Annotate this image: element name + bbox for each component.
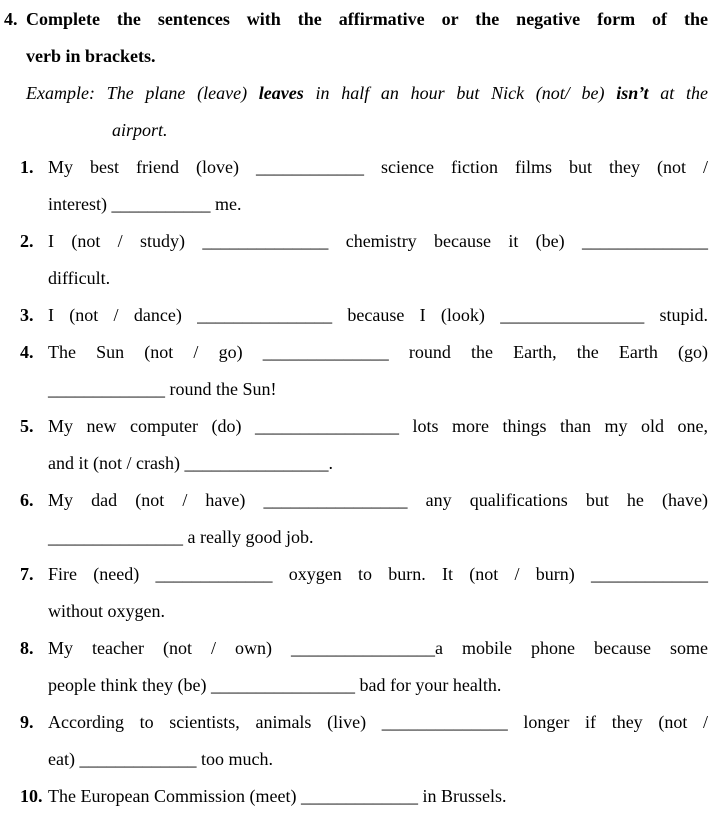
answer-blank[interactable]: _____________ <box>300 786 418 806</box>
answer-blank[interactable]: ________________ <box>291 638 436 658</box>
text-line <box>48 334 708 371</box>
answer-blank[interactable]: ______________ <box>582 231 708 251</box>
answer-blank[interactable]: _____________ <box>48 379 165 399</box>
answer-blank[interactable]: ___________ <box>111 194 211 214</box>
example-sentence <box>26 75 708 149</box>
exercise-item <box>20 482 708 556</box>
item-number: 1. <box>20 157 34 177</box>
sentence-text: The Sun (not / go) <box>48 342 263 362</box>
text-line <box>48 186 708 223</box>
text-line <box>26 75 708 112</box>
answer-blank[interactable]: _______________ <box>48 527 183 547</box>
sentence-text: in half an hour but Nick (not/ be) <box>303 83 617 103</box>
exercise-item <box>20 223 708 297</box>
item-number: 8. <box>20 638 34 658</box>
item-number: 7. <box>20 564 34 584</box>
item-number: 5. <box>20 416 34 436</box>
exercise-item <box>20 149 708 223</box>
sentence-text: a really good job. <box>183 527 314 547</box>
exercise-list <box>20 149 708 815</box>
exercise-item <box>20 778 708 815</box>
sentence-text: people think they (be) <box>48 675 211 695</box>
sentence-text: bad for your health. <box>354 675 502 695</box>
answer-blank[interactable]: ________________ <box>500 305 645 325</box>
text-line <box>48 445 708 482</box>
item-number: 2. <box>20 231 34 251</box>
sentence-text: without oxygen. <box>48 601 165 621</box>
sentence-text: at the <box>648 83 708 103</box>
sentence-text: eat) <box>48 749 80 769</box>
item-number: 9. <box>20 712 34 732</box>
heading-line: Complete the sentences with the affirmative or the negative form of the <box>26 9 708 29</box>
answer-blank[interactable]: ________________ <box>184 453 329 473</box>
item-number: 4. <box>20 342 34 362</box>
sentence-text: I (not / dance) <box>48 305 198 325</box>
text-line <box>48 741 708 778</box>
item-number: 10. <box>20 786 43 806</box>
sentence-text: airport. <box>112 120 168 140</box>
answer-blank[interactable]: ________________ <box>254 416 399 436</box>
sentence-text: interest) <box>48 194 112 214</box>
text-line <box>48 593 708 630</box>
text-line <box>48 556 708 593</box>
text-line <box>48 149 708 186</box>
heading-line: verb in brackets. <box>26 46 156 66</box>
sentence-text: any qualifications but he (have) <box>407 490 709 510</box>
text-line <box>48 667 708 704</box>
answer-blank[interactable]: ________________ <box>263 490 408 510</box>
text-line <box>48 519 708 556</box>
exercise-item <box>20 556 708 630</box>
sentence-text: longer if they (not / <box>507 712 708 732</box>
sentence-text: lots more things than my old one, <box>398 416 708 436</box>
sentence-text: round the Earth, the Earth (go) <box>388 342 708 362</box>
sentence-text: My teacher (not / own) <box>48 638 292 658</box>
sentence-text: in Brussels. <box>417 786 507 806</box>
exercise-item <box>20 408 708 482</box>
text-line <box>48 260 708 297</box>
text-line <box>48 482 708 519</box>
sentence-text: I (not / study) <box>48 231 203 251</box>
exercise-item <box>20 334 708 408</box>
sentence-text: leaves <box>258 83 304 103</box>
sentence-text: round the Sun! <box>165 379 277 399</box>
sentence-text: My best friend (love) <box>48 157 256 177</box>
exercise-item <box>20 704 708 778</box>
sentence-text: and it (not / crash) <box>48 453 185 473</box>
answer-blank[interactable]: ______________ <box>262 342 389 362</box>
answer-blank[interactable]: ______________ <box>381 712 508 732</box>
answer-blank[interactable]: _____________ <box>155 564 273 584</box>
sentence-text: too much. <box>196 749 273 769</box>
sentence-text: a mobile phone because some <box>435 638 708 658</box>
text-line <box>48 408 708 445</box>
sentence-text: According to scientists, animals (live) <box>48 712 382 732</box>
answer-blank[interactable]: _______________ <box>197 305 333 325</box>
sentence-text: because I (look) <box>332 305 501 325</box>
exercise-item <box>20 297 708 334</box>
answer-blank[interactable]: ______________ <box>202 231 329 251</box>
text-line <box>48 223 708 260</box>
sentence-text: isn’t <box>616 83 649 103</box>
text-line <box>48 704 708 741</box>
answer-blank[interactable]: _____________ <box>591 564 708 584</box>
text-line <box>48 297 708 334</box>
item-number: 6. <box>20 490 34 510</box>
exercise-item <box>20 630 708 704</box>
sentence-text: My new computer (do) <box>48 416 255 436</box>
answer-blank[interactable]: ________________ <box>210 675 355 695</box>
sentence-text: . <box>328 453 333 473</box>
answer-blank[interactable]: ____________ <box>256 157 364 177</box>
sentence-text: me. <box>210 194 242 214</box>
sentence-text: chemistry because it (be) <box>328 231 582 251</box>
sentence-text: My dad (not / have) <box>48 490 264 510</box>
sentence-text: Example: The plane (leave) <box>26 83 259 103</box>
exercise-heading <box>4 1 708 75</box>
sentence-text: Fire (need) <box>48 564 156 584</box>
sentence-text: oxygen to burn. It (not / burn) <box>272 564 591 584</box>
text-line <box>48 778 708 815</box>
sentence-text: stupid. <box>644 305 708 325</box>
sentence-text: difficult. <box>48 268 111 288</box>
text-line <box>48 371 708 408</box>
item-number: 3. <box>20 305 34 325</box>
sentence-text: science fiction films but they (not / <box>364 157 708 177</box>
sentence-text: The European Commission (meet) <box>48 786 301 806</box>
answer-blank[interactable]: _____________ <box>79 749 197 769</box>
exercise-number: 4. <box>4 9 18 29</box>
text-line <box>26 112 708 149</box>
text-line <box>48 630 708 667</box>
